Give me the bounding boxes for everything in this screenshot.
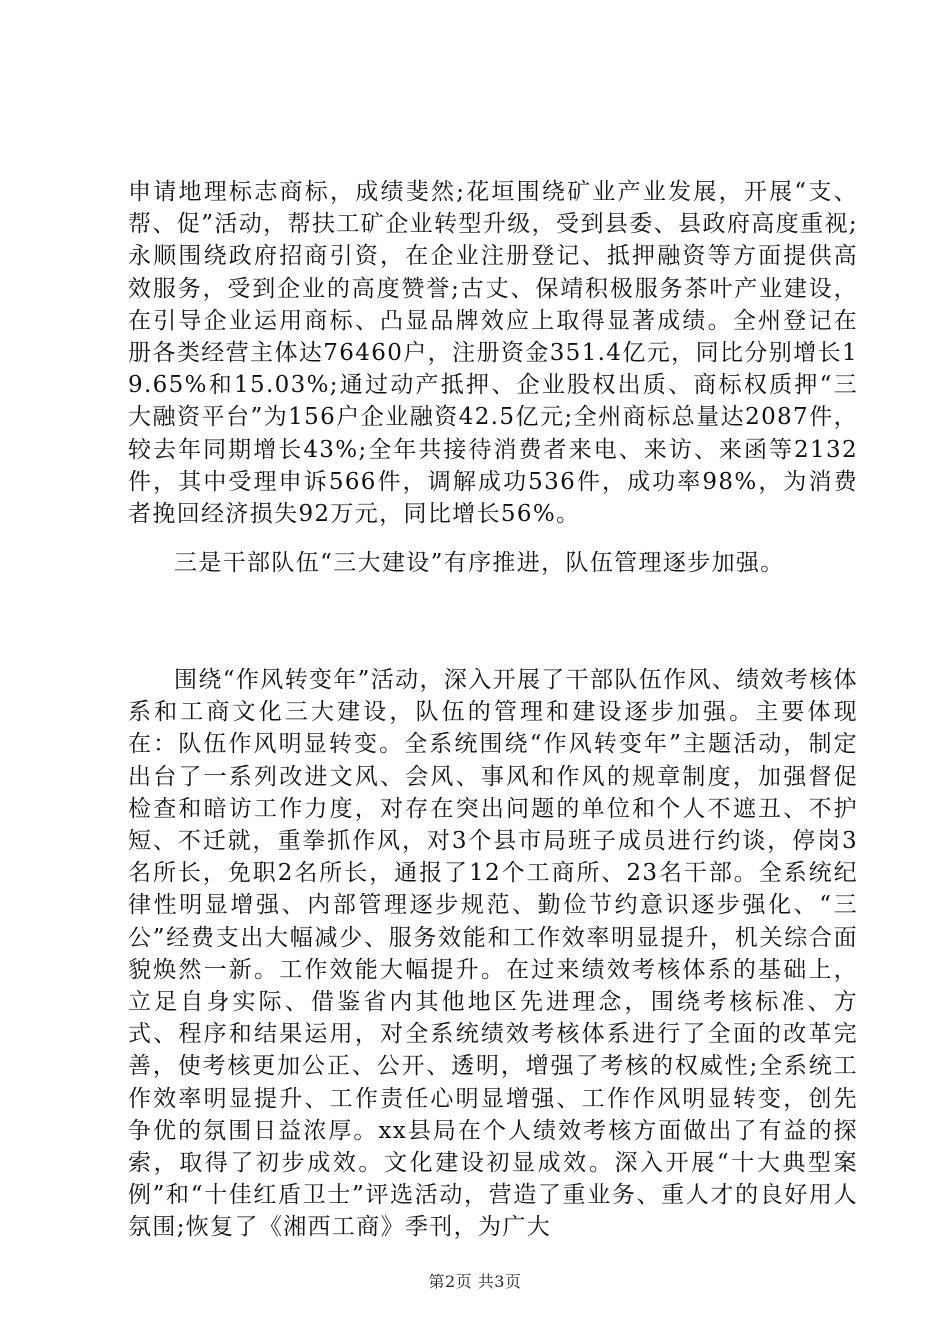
paragraph-2-block: [128, 664, 858, 1244]
body-paragraph-2: 围绕“作风转变年”活动，深入开展了干部队伍作风、绩效考核体系和工商文化三大建设，队伍的管理和建设逐步加强。主要体现在：队伍作风明显转变。全系统围绕“作风转变年”主题活动，制定出台了一系列改进文风、会风、事风和作风的规章制度，加强督促检查和暗访工作力度，对存在突出问题的单位和个人不遮丑、不护短、不迁就，重拳抓作风，对3个县市局班子成员进行约谈，停岗3名所长，免职2名所长，通报了12个工商所、23名干部。全系统纪律性明显增强、内部管理逐步规范、勤俭节约意识逐步强化、“三公”经费支出大幅减少、服务效能和工作效率明显提升，机关综合面貌焕然一新。工作效能大幅提升。在过来绩效考核体系的基础上，立足自身实际、借鉴省内其他地区先进理念，围绕考核标准、方式、程序和结果运用，对全系统绩效考核体系进行了全面的改革完善，使考核更加公正、公开、透明，增强了考核的权威性;全系统工作效率明显提升、工作责任心明显增强、工作作风明显转变，创先争优的氛围日益浓厚。xx县局在个人绩效考核方面做出了有益的探索，取得了初步成效。文化建设初显成效。深入开展“十大典型案例”和“十佳红盾卫士”评选活动，营造了重业务、重人才的良好用人氛围;恢复了《湘西工商》季刊，为广大: [128, 667, 858, 1241]
page-footer: 第2页 共3页: [428, 1272, 522, 1291]
paragraph-1-block: [128, 176, 858, 530]
section-heading-block: [128, 547, 858, 579]
section-heading-3: 三是干部队伍“三大建设”有序推进，队伍管理逐步加强。: [174, 550, 785, 576]
body-paragraph-1: 申请地理标志商标，成绩斐然;花垣围绕矿业产业发展，开展“支、帮、促”活动，帮扶工矿企业转型升级，受到县委、县政府高度重视;永顺围绕政府招商引资，在企业注册登记、抵押融资等方面提供高效服务，受到企业的高度赞誉;古丈、保靖积极服务茶叶产业建设，在引导企业运用商标、凸显品牌效应上取得显著成绩。全州登记在册各类经营主体达76460户，注册资金351.4亿元，同比分别增长19.65%和15.03%;通过动产抵押、企业股权出质、商标权质押“三大融资平台”为156户企业融资42.5亿元;全州商标总量达2087件，较去年同期增长43%;全年共接待消费者来电、来访、来函等2132件，其中受理申诉566件，调解成功536件，成功率98%，为消费者挽回经济损失92万元，同比增长56%。: [128, 179, 858, 528]
